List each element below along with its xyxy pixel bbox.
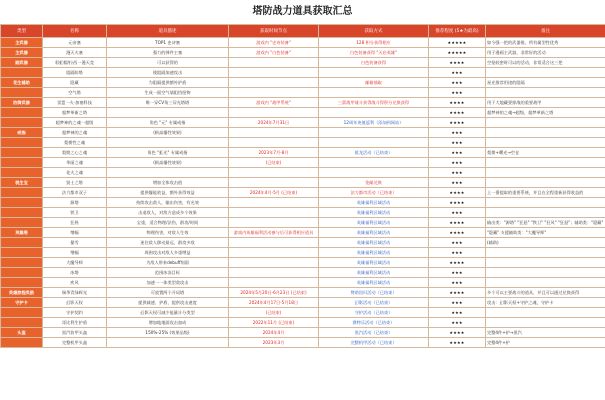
table-row [1, 158, 605, 168]
rating-cell: ★★★ [429, 318, 486, 328]
category-cell [1, 168, 43, 178]
name-cell: 法力都市双子 [43, 188, 107, 198]
rating-cell: ★★★★ [429, 98, 486, 108]
note-cell: 输出类："源塔" "狂怒" "铁卫" "狂风" "狂怒"；辅助类："隐藏" [486, 218, 605, 228]
time-cell: 2024年7月31日 [229, 118, 319, 128]
time-cell: 游戏内 "史诗装备" [229, 38, 319, 48]
description-cell: (极高爆性效果) [107, 128, 229, 138]
table-row [1, 178, 605, 188]
description-cell [107, 108, 229, 118]
header-cell: 道具描述 [107, 25, 229, 38]
category-cell [1, 208, 43, 218]
method-cell: 白色装备获得 "天启英雄" [319, 48, 429, 58]
time-cell: 2023年3月 [229, 338, 319, 348]
time-cell: 游戏内 "战甲系统" [229, 98, 319, 108]
description-cell: 角色 "元" 专属戒指 [107, 118, 229, 128]
description-cell: 为阻隔提供额外护盾 [107, 78, 229, 88]
rating-cell: ★★★★ [429, 338, 486, 348]
note-cell [486, 128, 605, 138]
method-cell: 英雄福利区域活动 [319, 268, 429, 278]
note-cell [486, 308, 605, 318]
category-cell [1, 68, 43, 78]
table-row [1, 328, 605, 338]
table-row [1, 168, 605, 178]
method-cell: 邮箱抽取 [319, 78, 429, 88]
category-cell [1, 248, 43, 258]
time-cell [229, 268, 319, 278]
table-row [1, 48, 605, 58]
rating-cell: ★★★ [429, 128, 486, 138]
table-row [1, 128, 605, 138]
category-cell [1, 108, 43, 118]
header-cell: 推荐程度 (5★为最高) [429, 25, 486, 38]
method-cell: 英雄福利区域活动 [319, 198, 429, 208]
rating-cell: ★★★★ [429, 288, 486, 298]
description-cell: 物理伤害，对敌人生效 [107, 228, 229, 238]
method-cell: 英雄福利区域活动 [319, 248, 429, 258]
rating-cell: ★★★ [429, 88, 486, 98]
method-cell: 英雄福利区域活动 [319, 238, 429, 248]
rating-cell: ★★★ [429, 278, 486, 288]
note-cell: 上一番提取的重要系统，并且在全程重新获得收益的 [486, 188, 605, 198]
note-cell: 完整4件+护 [486, 338, 605, 348]
time-cell: 2024年4月17日-5月18日 [229, 298, 319, 308]
name-cell: 超梦神的之魂 [43, 128, 107, 138]
time-cell: 游戏内 "白色装备" [229, 48, 319, 58]
description-cell: 使阻隔加速攻击 [107, 68, 229, 78]
table-body [1, 38, 605, 348]
category-cell [1, 338, 43, 348]
note-cell [486, 68, 605, 78]
table-row [1, 228, 605, 238]
description-cell: (极高爆性效果) [107, 158, 229, 168]
method-cell: 法力都市活动（已结束） [319, 188, 429, 198]
table-row [1, 208, 605, 218]
description-cell [107, 338, 229, 348]
method-cell [319, 138, 429, 148]
name-cell: 空气塔 [43, 88, 107, 98]
description-cell: 角色 "虹光" 专属戒指 [107, 148, 229, 158]
name-cell: 守护契约 [43, 308, 107, 318]
category-cell: 戒指 [1, 128, 43, 138]
description-cell: 150%-25% (效果品级) [107, 328, 229, 338]
items-table [0, 24, 605, 348]
name-cell: 漫天火塞 [43, 48, 107, 58]
method-cell: 赛特乐活动（已结束） [319, 318, 429, 328]
method-cell: 英雄福利区域活动 [319, 258, 429, 268]
note-cell: 星光推荐用途的阻隔 [486, 78, 605, 88]
rating-cell: ★★★★ [429, 188, 486, 198]
table-row [1, 68, 605, 78]
table-row [1, 148, 605, 158]
category-cell [1, 118, 43, 128]
time-cell: (已结束) [229, 308, 319, 318]
table-row [1, 78, 605, 88]
method-cell: 黑汽活动（已结束） [319, 328, 429, 338]
note-cell: 用于漫画主武器，非常好的活动 [486, 48, 605, 58]
header-cell: 获取时间节点 [229, 25, 319, 38]
name-cell: 隐藏 [43, 78, 107, 88]
name-cell: 梨惯之心之魂 [43, 148, 107, 158]
table-row [1, 218, 605, 228]
table-row [1, 298, 605, 308]
category-cell [1, 308, 43, 318]
description-cell: 可放置两个开局塔 [107, 288, 229, 298]
name-cell: 超梦革新之塔 [43, 108, 107, 118]
note-cell [486, 138, 605, 148]
note-cell [486, 198, 605, 208]
rating-cell: ★★★★★ [429, 48, 486, 58]
name-cell: 铁卫 [43, 208, 107, 218]
note-cell [486, 248, 605, 258]
note-cell: 用于大地藏要掠战的重要战甲 [486, 98, 605, 108]
time-cell [229, 178, 319, 188]
category-cell: 主武器 [1, 48, 43, 58]
method-cell [319, 158, 429, 168]
name-cell: 贤士之塔 [43, 178, 107, 188]
note-cell [486, 88, 605, 98]
method-cell: 幻影活动（已结束） [319, 298, 429, 308]
table-row [1, 338, 605, 348]
name-cell: 哥比利生护盾 [43, 318, 107, 328]
method-cell: 英雄福利区域活动 [319, 278, 429, 288]
table-row [1, 108, 605, 118]
description-cell: 提供减速、护盾、提供攻击速度 [107, 298, 229, 308]
header-row [1, 25, 605, 38]
method-cell: 抵龙活动（已结束） [319, 148, 429, 158]
rating-cell: ★★★ [429, 268, 486, 278]
description-cell [107, 138, 229, 148]
method-cell: 完整机甲活动（已结束） [319, 338, 429, 348]
category-cell [1, 218, 43, 228]
note-cell: 空怪较密时可以的活动，非常适合这三把 [486, 58, 605, 68]
method-cell: 守护活动（已结束） [319, 308, 429, 318]
table-row [1, 248, 605, 258]
note-cell: (辅助) [486, 238, 605, 248]
rating-cell: ★★★★ [429, 118, 486, 128]
category-cell: 花生辅助 [1, 78, 43, 88]
method-cell: 128 积分获得相应 [319, 38, 429, 48]
name-cell: 彩虹帽/拉西一漫天竞 [43, 58, 107, 68]
category-cell [1, 198, 43, 208]
category-cell [1, 138, 43, 148]
note-cell [486, 258, 605, 268]
time-cell: (已结束) [229, 158, 319, 168]
note-cell [486, 168, 605, 178]
category-cell [1, 238, 43, 248]
table-row [1, 188, 605, 198]
description-cell: 提供爆能收益，额外获得效益 [107, 188, 229, 198]
table-row [1, 118, 605, 128]
table-row [1, 138, 605, 148]
description-cell: 加速一一体类型敌攻击 [107, 278, 229, 288]
method-cell: 英雄福利区域活动 [319, 208, 429, 218]
time-cell [229, 68, 319, 78]
category-cell [1, 318, 43, 328]
note-cell: 超梦神的之魂→超级，超梦革新之塔 [486, 108, 605, 118]
time-cell [229, 208, 319, 218]
description-cell: 强力的弹件主塞 [107, 48, 229, 58]
note-cell: 梨惯+曙光→空仓 [486, 148, 605, 158]
method-cell [319, 168, 429, 178]
table-row [1, 268, 605, 278]
time-cell [229, 258, 319, 268]
description-cell: 迷住敌人移动最远，群攻多敌 [107, 238, 229, 248]
rating-cell: ★★★ [429, 78, 486, 88]
page-title: 塔防战力道具获取汇总 [252, 6, 353, 17]
description-cell: 宝重，适合物理/法伤，群攻/时间 [107, 218, 229, 228]
time-cell [229, 138, 319, 148]
category-cell: 副武器 [1, 58, 43, 68]
name-cell: 瑞季青绿辉光 [43, 288, 107, 298]
category-cell [1, 278, 43, 288]
description-cell: 范围冰冻目标 [107, 268, 229, 278]
category-cell [1, 148, 43, 158]
note-cell: 攻击：幻影天权+守护之魂，守护卡 [486, 298, 605, 308]
rating-cell: ★★★★ [429, 218, 486, 228]
description-cell: TOP1 史诗塞 [107, 38, 229, 48]
table-row [1, 278, 605, 288]
time-cell: 2022年11月 (已结束) [229, 318, 319, 328]
rating-cell: ★★★ [429, 68, 486, 78]
time-cell: 游戏内英雄福利活动参与后可获得相应道具 [229, 228, 319, 238]
rating-cell: ★★★ [429, 178, 486, 188]
name-cell: 完整机甲头盔 [43, 338, 107, 348]
header-cell: 类型 [1, 25, 43, 38]
time-cell [229, 168, 319, 178]
time-cell [229, 278, 319, 288]
rating-cell: ★★★ [429, 138, 486, 148]
note-cell [486, 318, 605, 328]
table-row [1, 38, 605, 48]
description-cell: 击退敌人，对敌方造成多个效果 [107, 208, 229, 218]
category-cell: 英雄塔 [1, 228, 43, 238]
method-cell: 白色装备获得 [319, 58, 429, 68]
time-cell [229, 128, 319, 138]
header-cell: 名称 [43, 25, 107, 38]
table-row [1, 198, 605, 208]
name-cell: 华丽之魂 [43, 158, 107, 168]
category-cell: 英雄旅程奖励 [1, 288, 43, 298]
category-cell: 头盔 [1, 328, 43, 338]
description-cell: 生成一面空气墙阻挡怪物 [107, 88, 229, 98]
category-cell [1, 268, 43, 278]
note-cell [486, 178, 605, 188]
method-cell: 三箭战甲战斗获得战斗得积分兑换获得 [319, 98, 429, 108]
rating-cell: ★★★★ [429, 198, 486, 208]
rating-cell: ★★★★ [429, 108, 486, 118]
name-cell: 狂热 [43, 218, 107, 228]
table-row [1, 308, 605, 318]
note-cell [486, 118, 605, 128]
rating-cell: ★★★ [429, 148, 486, 158]
category-cell: 桃生宝 [1, 178, 43, 188]
note-cell [486, 268, 605, 278]
note-cell: 完整4件+护→黑汽 [486, 328, 605, 338]
category-cell [1, 258, 43, 268]
description-cell: 为敌人带来debuff削弱 [107, 258, 229, 268]
name-cell: 梨惯性之魂 [43, 138, 107, 148]
description-cell: 唯一穿CV角三穿光塔塔 [107, 98, 229, 108]
category-cell [1, 88, 43, 98]
name-cell: 暴雪 [43, 238, 107, 248]
category-cell: 防御武器 [1, 98, 43, 108]
description-cell: 增加全体攻击值 [107, 178, 229, 188]
name-cell: 增幅 [43, 228, 107, 238]
category-cell: 主武器 [1, 38, 43, 48]
name-cell: 冰塔 [43, 268, 107, 278]
note-cell [486, 278, 605, 288]
rating-cell: ★★★ [429, 158, 486, 168]
note-cell: "隐藏" 支援辅助类："大魔导师" [486, 228, 605, 238]
rating-cell: ★★★★★ [429, 38, 486, 48]
rating-cell: ★★★ [429, 298, 486, 308]
rating-cell: ★★★ [429, 308, 486, 318]
time-cell [229, 248, 319, 258]
note-cell [486, 208, 605, 218]
method-cell: 赞助回归活动（已结束） [319, 288, 429, 298]
note-cell: 多个可以主要战斗的道具，并且可以通过兑换获得 [486, 288, 605, 298]
method-cell [319, 108, 429, 118]
table-row [1, 318, 605, 328]
time-cell: 2023年7月-8月 [229, 148, 319, 158]
rating-cell: ★★★ [429, 248, 486, 258]
table-row [1, 98, 605, 108]
rating-cell: ★★★★ [429, 328, 486, 338]
method-cell [319, 88, 429, 98]
time-cell [229, 218, 319, 228]
name-cell: 源塔 [43, 198, 107, 208]
table-row [1, 288, 605, 298]
rating-cell: ★★★ [429, 168, 486, 178]
name-cell: 元帝塞 [43, 38, 107, 48]
rating-cell: ★★★★ [429, 228, 486, 238]
method-cell: 英雄福利区域活动 [319, 228, 429, 238]
method-cell [319, 68, 429, 78]
header-cell: 获取方式 [319, 25, 429, 38]
method-cell [319, 128, 429, 138]
name-cell: 增幅 [43, 248, 107, 258]
name-cell: 大魔导师 [43, 258, 107, 268]
method-cell: 免邮兑换 [319, 178, 429, 188]
time-cell: 2024年4月-5月 (已结束) [229, 188, 319, 198]
note-cell [486, 158, 605, 168]
method-cell: 12周年充值返利（添加到网站） [319, 118, 429, 128]
category-cell [1, 188, 43, 198]
description-cell: 幻影天权可减少能量计分类型 [107, 308, 229, 318]
header-cell: 备注 [486, 25, 605, 38]
name-cell: 阻隔防塔 [43, 68, 107, 78]
time-cell [229, 108, 319, 118]
method-cell: 英雄福利区域活动 [319, 218, 429, 228]
table-row [1, 88, 605, 98]
description-cell: 增加地地面攻击加成 [107, 318, 229, 328]
rating-cell: ★★★ [429, 238, 486, 248]
category-cell [1, 158, 43, 168]
category-cell: 守护卡 [1, 298, 43, 308]
time-cell [229, 88, 319, 98]
name-cell: 花火之魂 [43, 168, 107, 178]
time-cell [229, 198, 319, 208]
time-cell [229, 78, 319, 88]
description-cell: 持续攻击敌人，输出伤害，有光效 [107, 198, 229, 208]
time-cell [229, 58, 319, 68]
time-cell: 2024年5月20日-6月23日 (已结束) [229, 288, 319, 298]
description-cell [107, 168, 229, 178]
time-cell [229, 238, 319, 248]
description-cell: 周围攻击对敌人多重增益 [107, 248, 229, 258]
rating-cell: ★★★ [429, 208, 486, 218]
rating-cell: ★★★★ [429, 58, 486, 68]
name-cell: 黑汽装甲头盔 [43, 328, 107, 338]
name-cell: 雷霆一火·加塞科技 [43, 98, 107, 108]
table-row [1, 258, 605, 268]
table-row [1, 58, 605, 68]
name-cell: 疾风 [43, 278, 107, 288]
description-cell: 可以获得的 [107, 58, 229, 68]
rating-cell: ★★★★ [429, 258, 486, 268]
table-row [1, 238, 605, 248]
time-cell: 2024年4月 [229, 328, 319, 338]
name-cell: 超梦神的之魂一超级 [43, 118, 107, 128]
note-cell: 如今强一把的武器推，所有属型性优秀 [486, 38, 605, 48]
name-cell: 幻影天权 [43, 298, 107, 308]
